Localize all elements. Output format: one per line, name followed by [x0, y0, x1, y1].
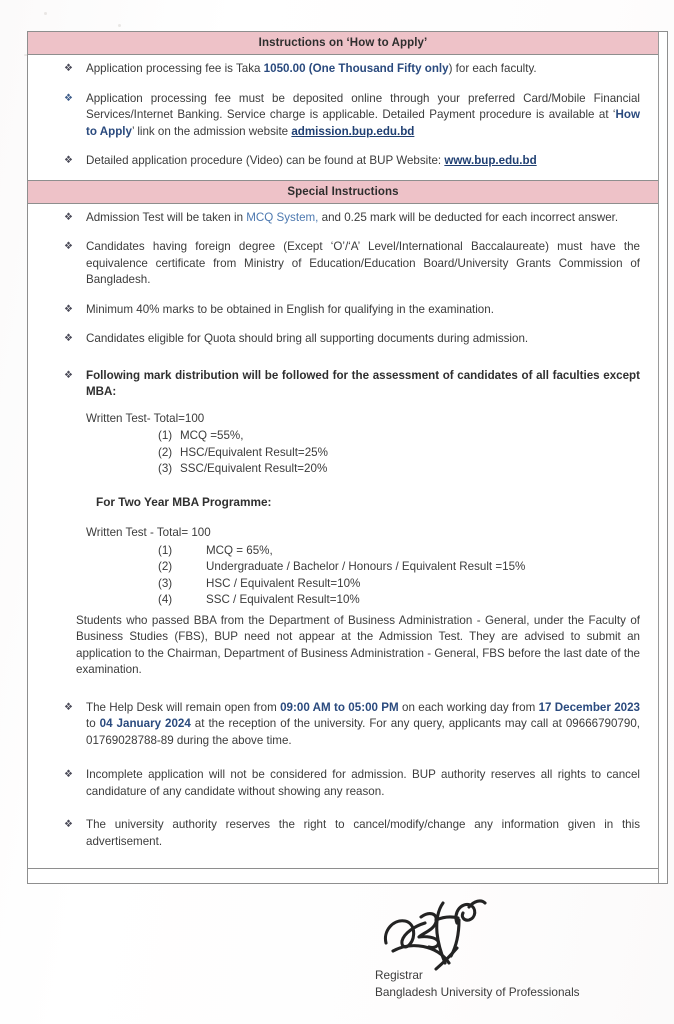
diamond-bullet-icon: ❖ [64, 92, 73, 104]
text-run: 17 December 2023 [538, 700, 640, 714]
list-item [36, 767, 648, 800]
diamond-bullet-icon: ❖ [64, 701, 73, 713]
list-item [36, 61, 648, 78]
list-item [158, 445, 648, 462]
list-item-text [86, 61, 648, 78]
list-item-mark-distribution [36, 368, 648, 401]
list-item [158, 576, 648, 593]
mark-distribution-lead: Following mark distribution will be followed for the assessment of candidates of all faculties except MBA: [86, 368, 640, 398]
diamond-bullet-icon: ❖ [64, 155, 73, 166]
text-run: at the reception of the university. For any query, applicants may call at 09666790790, 01769028788-89 during the above time. [86, 717, 640, 747]
text-run: ) for each faculty. [448, 62, 537, 75]
item-value: SSC / Equivalent Result=10% [206, 593, 360, 606]
item-value: SSC/Equivalent Result=20% [180, 462, 328, 475]
text-run: 04 January 2024 [99, 717, 191, 730]
text-run: Detailed application procedure (Video) can be found at BUP Website: [86, 154, 445, 167]
text-run: Minimum 40% marks to be obtained in English for qualifying in the examination. [86, 302, 494, 316]
mba-programme-heading: For Two Year MBA Programme: [96, 494, 272, 509]
text-run: 0.25 mark [344, 210, 396, 224]
item-number: (2) [158, 560, 173, 573]
list-item [36, 239, 648, 289]
notice-document [27, 31, 668, 884]
list-item [36, 91, 648, 141]
diamond-bullet-icon: ❖ [64, 819, 73, 830]
item-number: (1) [158, 543, 173, 557]
list-item-text [86, 700, 648, 750]
item-value: MCQ = 65%, [206, 543, 273, 557]
item-number: (1) [158, 429, 173, 442]
section-heading-special-instructions: Special Instructions [28, 180, 658, 204]
mba-total-label: Written Test - Total= 100 [86, 526, 211, 539]
bba-exemption-note: Students who passed BBA from the Department of Business Administration - General, under the Faculty of Business Studies (FBS), BUP need not appear at the Admission Test. They are advised to submit an application to the Chairman, Department of Business Administration - General, FBS before the last date of the examination. [76, 613, 640, 676]
text-run: Candidates having foreign degree (Except ‘O’/‘A’ Level/International Baccalaureate) must have the equivalence certificate from Ministry of Education/Education Board/University Grants Commission of Bangladesh. [86, 240, 640, 286]
list-item [158, 543, 648, 560]
item-value: HSC / Equivalent Result=10% [206, 576, 361, 590]
list-item-text [86, 302, 648, 319]
text-run: 09:00 AM to 05:00 PM [280, 700, 399, 714]
diamond-bullet-icon: ❖ [64, 303, 73, 315]
inline-link[interactable]: www.bup.edu.bd [444, 154, 537, 167]
text-run: Application processing fee must be deposited online through your preferred Card/Mobile Financial Services/Internet Banking. Service charge is applicable. Detailed Payment procedure is available at ‘ [86, 91, 640, 121]
text-run: on each working day from [398, 700, 539, 714]
empty-table-row [28, 868, 658, 883]
list-item [158, 428, 648, 445]
item-number: (3) [158, 576, 173, 590]
mark-distribution-general [76, 411, 648, 679]
list-item-text [86, 767, 648, 800]
scan-speck [118, 24, 121, 27]
section-body-how-to-apply [28, 55, 658, 180]
item-value: Undergraduate / Bachelor / Honours / Equivalent Result =15% [206, 560, 526, 573]
signature-block [375, 967, 580, 1001]
text-run: Candidates eligible for Quota should bring all supporting documents during admission. [86, 332, 529, 345]
diamond-bullet-icon: ❖ [64, 211, 73, 223]
diamond-bullet-icon: ❖ [64, 63, 73, 74]
item-value: MCQ =55%, [180, 429, 244, 442]
scan-speck [44, 12, 47, 15]
item-value: HSC/Equivalent Result=25% [180, 445, 328, 459]
general-breakdown-list [86, 428, 648, 478]
text-run: and [318, 210, 345, 224]
text-run: 1050.00 (One Thousand Fifty only [263, 62, 449, 75]
text-run: The university authority reserves the right to cancel/modify/change any information given in this advertisement. [86, 818, 640, 848]
signatory-title: Registrar [375, 968, 423, 982]
item-number: (3) [158, 462, 173, 475]
text-run: ’ link on the admission website [131, 124, 292, 138]
list-item-text [86, 331, 648, 348]
list-item-text [86, 817, 648, 850]
list-item [158, 592, 648, 609]
inline-link[interactable]: admission.bup.edu.bd [291, 124, 415, 138]
list-item-text [86, 210, 648, 227]
diamond-bullet-icon: ❖ [64, 333, 73, 344]
item-number: (4) [158, 593, 173, 606]
document-inner-frame [28, 32, 659, 883]
list-item [36, 210, 648, 227]
signatory-organization: Bangladesh University of Professionals [375, 985, 580, 999]
text-run: Admission Test will be taken in [86, 210, 247, 224]
text-run: to [86, 717, 100, 730]
text-run: Incomplete application will not be considered for admission. BUP authority reserves all rights to cancel candidature of any candidate without showing any reason. [86, 768, 640, 798]
list-item [36, 302, 648, 319]
text-run: will be deducted for each incorrect answer. [395, 210, 619, 224]
section-body-special-instructions [28, 204, 658, 869]
list-item-text [86, 153, 648, 170]
text-run: Application processing fee is Taka [86, 62, 264, 75]
mba-breakdown-list [86, 543, 648, 609]
text-run: How to Apply [86, 108, 640, 138]
diamond-bullet-icon: ❖ [64, 241, 73, 252]
section-heading-how-to-apply: Instructions on ‘How to Apply’ [28, 32, 658, 55]
list-item [158, 559, 648, 576]
list-item [158, 461, 648, 478]
item-number: (2) [158, 445, 173, 459]
text-run: The Help Desk will remain open from [86, 700, 281, 714]
list-item-text [86, 239, 648, 289]
list-item-text [86, 91, 648, 141]
diamond-bullet-icon: ❖ [64, 369, 73, 381]
text-run: MCQ System, [246, 210, 319, 224]
general-total-label: Written Test- Total=100 [86, 411, 205, 425]
list-item [36, 700, 648, 750]
list-item [36, 817, 648, 850]
list-item [36, 153, 648, 170]
diamond-bullet-icon: ❖ [64, 769, 73, 780]
list-item [36, 331, 648, 348]
